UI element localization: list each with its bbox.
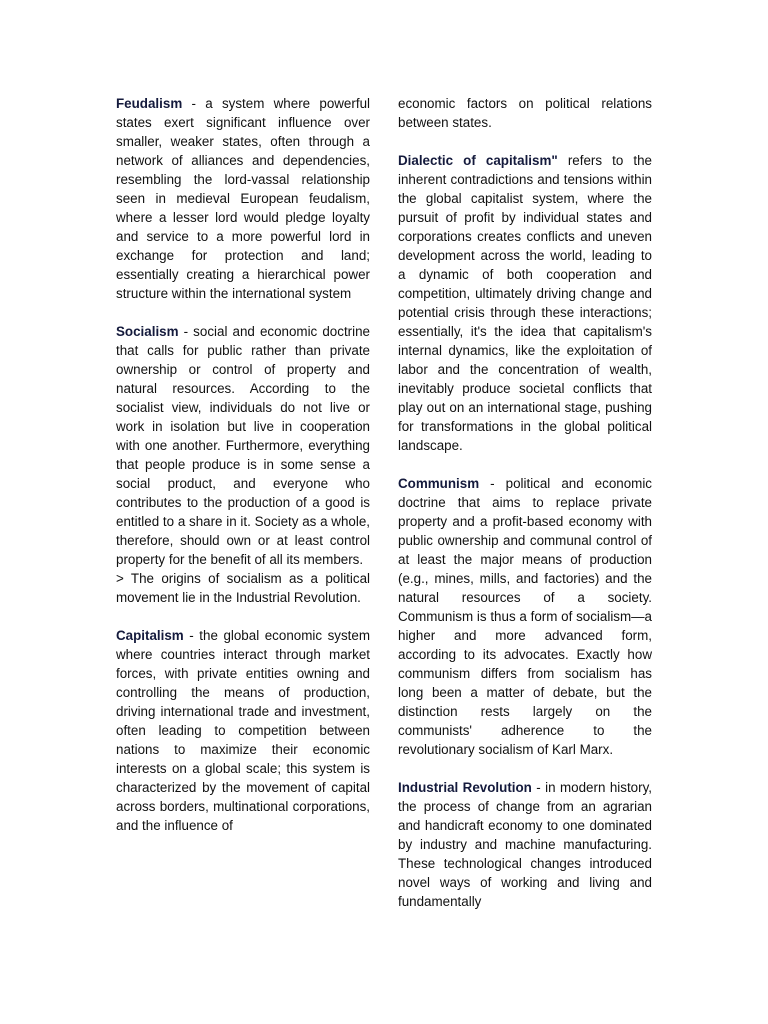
socialism-term: Socialism [116, 324, 179, 339]
communism-term: Communism [398, 476, 480, 491]
dialectic-term: Dialectic of capitalism" [398, 153, 558, 168]
socialism-paragraph [116, 322, 370, 569]
feudalism-entry [116, 94, 370, 303]
capitalism-definition: - the global economic system where countries interact through market forces, with private entities owning and controlling the means of production, driving international trade and investment, often leading to competition between nations to maximize their economic interests on a global scale; this system is characterized by the movement of capital across borders, multinational corporations, and the influence of [116, 628, 370, 833]
communism-definition: - political and economic doctrine that aims to replace private property and a profit-based economy with public ownership and communal control of at least the major means of production (e.g., mines, mills, and factories) and the natural resources of a society. Communism is thus a form of socialism—a higher and more advanced form, according to its advocates. Exactly how communism differs from socialism has long been a matter of debate, but the distinction rests largely on the communists' adherence to the revolutionary socialism of Karl Marx. [398, 476, 652, 757]
left-column [116, 94, 370, 854]
feudalism-definition: - a system where powerful states exert significant influence over smaller, weaker states, often through a network of alliances and dependencies, resembling the lord-vassal relationship seen in medieval European feudalism, where a lesser lord would pledge loyalty and service to a more powerful lord in exchange for protection and land; essentially creating a hierarchical power structure within the international system [116, 96, 370, 301]
industrial-revolution-paragraph [398, 778, 652, 911]
dialectic-definition: refers to the inherent contradictions and tensions within the global capitalist system, where the pursuit of profit by individual states and corporations creates conflicts and uneven development across the world, leading to a dynamic of both cooperation and competition, ultimately driving change and potential crisis through these interactions; essentially, it's the idea that capitalism's internal dynamics, like the exploitation of labor and the concentration of wealth, inevitably produce societal conflicts that play out on an international stage, pushing for transformations in the global political landscape. [398, 153, 652, 453]
dialectic-paragraph [398, 151, 652, 455]
dialectic-entry [398, 151, 652, 455]
industrial-revolution-term: Industrial Revolution [398, 780, 532, 795]
socialism-entry [116, 322, 370, 607]
feudalism-paragraph [116, 94, 370, 303]
capitalism-continued-entry [398, 94, 652, 132]
capitalism-paragraph [116, 626, 370, 835]
industrial-revolution-definition: - in modern history, the process of change from an agrarian and handicraft economy to one dominated by industry and machine manufacturing. These technological changes introduced novel ways of working and living and fundamentally [398, 780, 652, 909]
capitalism-continued-text: economic factors on political relations between states. [398, 96, 652, 130]
communism-paragraph [398, 474, 652, 759]
industrial-revolution-entry [398, 778, 652, 911]
feudalism-term: Feudalism [116, 96, 183, 111]
right-column [398, 94, 652, 930]
socialism-definition: - social and economic doctrine that calls for public rather than private ownership or control of property and natural resources. According to the socialist view, individuals do not live or work in isolation but live in cooperation with one another. Furthermore, everything that people produce is in some sense a social product, and everyone who contributes to the production of a good is entitled to a share in it. Society as a whole, therefore, should own or at least control property for the benefit of all its members. [116, 324, 370, 567]
communism-entry [398, 474, 652, 759]
capitalism-entry [116, 626, 370, 835]
capitalism-term: Capitalism [116, 628, 184, 643]
socialism-note: > The origins of socialism as a political movement lie in the Industrial Revolution. [116, 571, 370, 605]
